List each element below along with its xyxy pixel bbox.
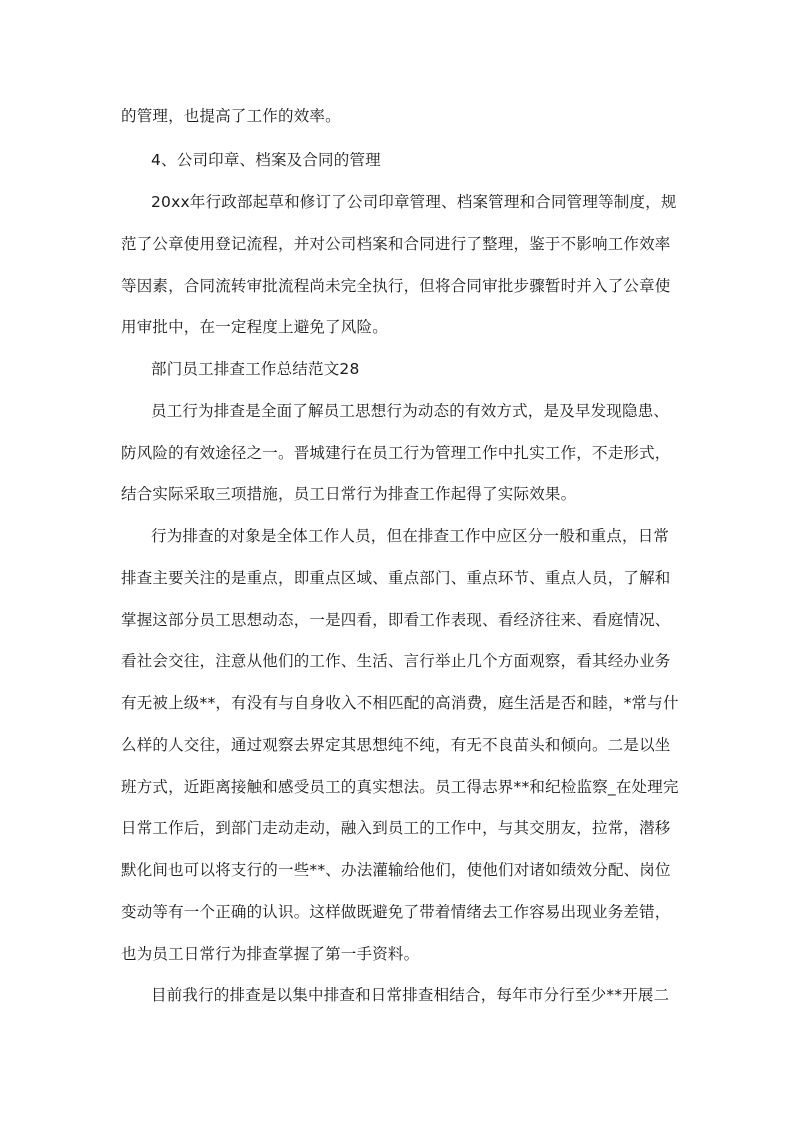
text-line: 范了公章使用登记流程，并对公司档案和合同进行了整理，鉴于不影响工作效率 bbox=[121, 235, 671, 253]
text-line: 目前我行的排查是以集中排查和日常排查相结合，每年市分行至少**开展二 bbox=[151, 986, 670, 1004]
text-line: 看社会交往，注意从他们的工作、生活、言行举止几个方面观察，看其经办业务 bbox=[121, 652, 671, 670]
text-line: 变动等有一个正确的认识。这样做既避免了带着情绪去工作容易出现业务差错， bbox=[121, 903, 671, 921]
section-heading: 部门员工排查工作总结范文28 bbox=[151, 360, 360, 378]
text-line: 结合实际采取三项措施，员工日常行为排查工作起得了实际效果。 bbox=[121, 485, 577, 503]
text-line: 行为排查的对象是全体工作人员，但在排查工作中应区分一般和重点，日常 bbox=[151, 527, 670, 545]
text-line: 掌握这部分员工思想动态，一是四看，即看工作表现、看经济往来、看庭情况、 bbox=[121, 611, 671, 629]
text-line: 有无被上级**，有没有与自身收入不相匹配的高消费，庭生活是否和睦，*常与什 bbox=[121, 694, 679, 712]
text-line: 默化间也可以将支行的一些**、办法灌输给他们，使他们对诸如绩效分配、岗位 bbox=[121, 861, 671, 879]
text-line: 防风险的有效途径之一。晋城建行在员工行为管理工作中扎实工作，不走形式， bbox=[121, 444, 671, 462]
section-heading: 4、公司印章、档案及合同的管理 bbox=[151, 151, 381, 169]
text-line: 员工行为排查是全面了解员工思想行为动态的有效方式，是及早发现隐患、 bbox=[151, 402, 670, 420]
text-line: 的管理，也提高了工作的效率。 bbox=[121, 107, 341, 125]
text-line: 也为员工日常行为排查掌握了第一手资料。 bbox=[121, 945, 420, 963]
text-line: 等因素，合同流转审批流程尚未完全执行，但将合同审批步骤暂时并入了公章使 bbox=[121, 277, 671, 295]
text-line: 排查主要关注的是重点，即重点区域、重点部门、重点环节、重点人员，了解和 bbox=[121, 569, 671, 587]
text-line: 么样的人交往，通过观察去界定其思想纯不纯，有无不良苗头和倾向。二是以坐 bbox=[121, 736, 671, 754]
text-line: 日常工作后，到部门走动走动，融入到员工的工作中，与其交朋友，拉常，潜移 bbox=[121, 819, 671, 837]
text-line: 班方式，近距离接触和感受员工的真实想法。员工得志界**和纪检监察_在处理完 bbox=[121, 778, 679, 796]
text-line: 20xx年行政部起草和修订了公司印章管理、档案管理和合同管理等制度，规 bbox=[151, 193, 677, 211]
text-line: 用审批中，在一定程度上避免了风险。 bbox=[121, 318, 388, 336]
